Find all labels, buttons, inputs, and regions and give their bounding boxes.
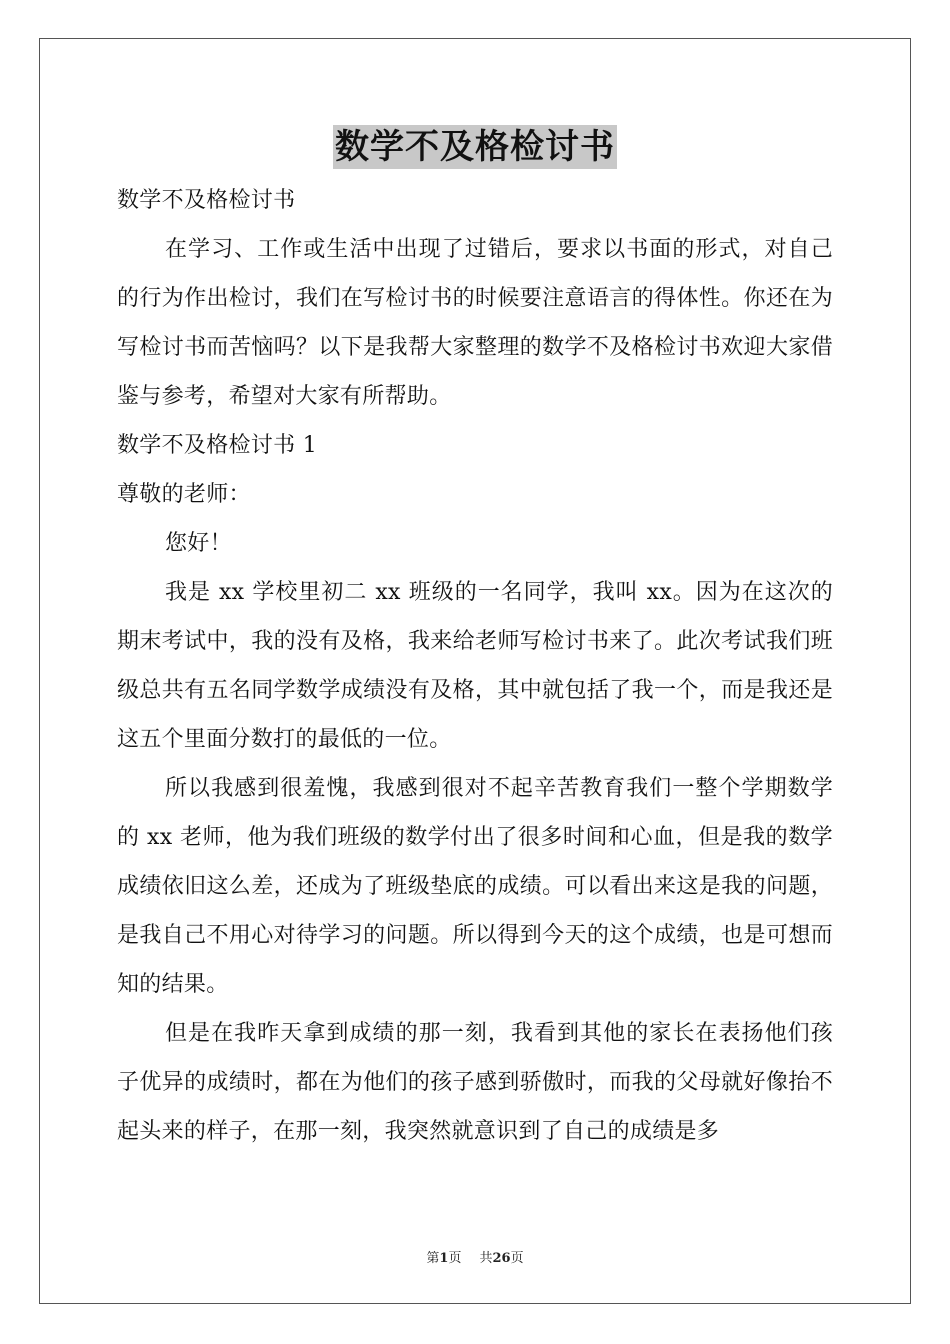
page-prefix: 第 (426, 1251, 440, 1266)
page-footer (0, 1247, 950, 1266)
document-title: 数学不及格检讨书 (335, 127, 615, 167)
subtitle-line: 数学不及格检讨书 (117, 188, 296, 213)
intro-paragraph: 在学习、工作或生活中出现了过错后，要求以书面的形式，对自己的行为作出检讨，我们在写检讨书的时候要注意语言的得体性。你还在为写检讨书而苦恼吗？以下是我帮大家整理的数学不及格检讨书欢迎大家借鉴与参考，希望对大家有所帮助。 (117, 237, 833, 409)
greeting: 您好！ (165, 531, 232, 556)
page-number: 1 (439, 1251, 449, 1266)
section-heading: 数学不及格检讨书 1 (117, 433, 317, 458)
page-suffix: 页 (448, 1251, 462, 1266)
total-suffix: 页 (510, 1251, 524, 1266)
total-pages: 26 (492, 1251, 511, 1266)
body-paragraph: 但是在我昨天拿到成绩的那一刻，我看到其他的家长在表扬他们孩子优异的成绩时，都在为他们的孩子感到骄傲时，而我的父母就好像抬不起头来的样子，在那一刻，我突然就意识到了自己的成绩是多 (117, 1021, 833, 1144)
total-prefix: 共 (479, 1251, 493, 1266)
document-body (117, 176, 833, 1156)
body-paragraph: 我是 xx 学校里初二 xx 班级的一名同学，我叫 xx。因为在这次的期末考试中，我的没有及格，我来给老师写检讨书来了。此次考试我们班级总共有五名同学数学成绩没有及格，其中就包括了我一个，而是我还是这五个里面分数打的最低的一位。 (117, 580, 833, 752)
salutation: 尊敬的老师： (117, 482, 251, 507)
body-paragraph: 所以我感到很羞愧，我感到很对不起辛苦教育我们一整个学期数学的 xx 老师，他为我们班级的数学付出了很多时间和心血，但是我的数学成绩依旧这么差，还成为了班级垫底的成绩。可以看出来这是我的问题，是我自己不用心对待学习的问题。所以得到今天的这个成绩，也是可想而知的结果。 (117, 776, 833, 997)
